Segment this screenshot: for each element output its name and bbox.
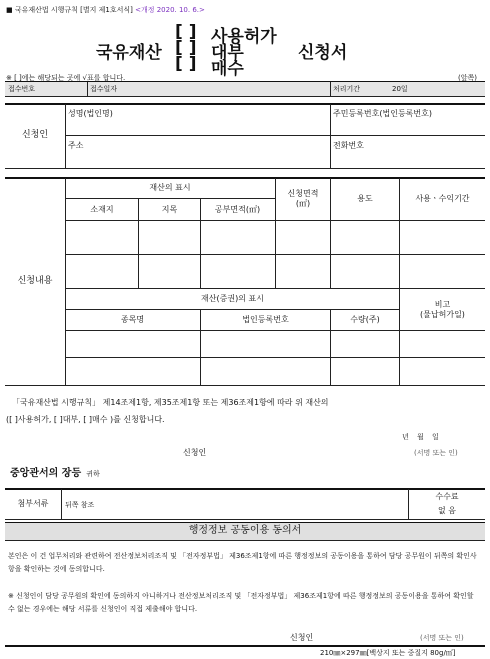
- consent-paragraph-2: ※ 신청인이 담당 공무원의 확인에 동의하지 아니하거나 전산정보처리조직 및 「전자정부법」 제36조제1항에 따른 행정정보의 공동이용을 통하여 확인할 수 없는 경우에는 해당 서류를 신청인이 직접 제출해야 합니다.: [8, 592, 474, 613]
- fee-value: 없 음: [438, 505, 456, 515]
- receipt-date-label: 접수일자: [90, 85, 118, 93]
- check-note: ※ [ ]에는 해당되는 곳에 √표를 합니다.: [6, 74, 126, 82]
- attachment-value: 뒤쪽 참조: [65, 501, 95, 509]
- col-period: 사용ㆍ수익기간: [415, 194, 470, 203]
- applicant-phone-label: 전화번호: [333, 141, 364, 150]
- securities-row-1[interactable]: [66, 331, 485, 357]
- property-row-1[interactable]: [66, 221, 485, 253]
- addressee-suffix: 귀하: [86, 470, 100, 478]
- checkbox-lease[interactable]: [ ]: [175, 38, 197, 58]
- securities-row-2[interactable]: [66, 358, 485, 384]
- declaration-date[interactable]: 년 월 일: [402, 433, 439, 441]
- col-remark: 비고 (물납허가일): [420, 299, 465, 319]
- title-suffix: 신청서: [298, 43, 348, 63]
- applicant-address-label: 주소: [68, 141, 84, 150]
- securities-header: 재산(증권)의 표시: [201, 294, 264, 303]
- consent-applicant-label: 신청인: [290, 633, 314, 642]
- col-stock-name: 종목명: [120, 315, 145, 324]
- col-official-area: 공부면적(㎡): [214, 204, 261, 214]
- applicant-id-label: 주민등록번호(법인등록번호): [333, 109, 432, 118]
- processing-period-value: 20일: [392, 85, 408, 93]
- property-row-2[interactable]: [66, 255, 485, 287]
- title-option-lease: 대부: [211, 43, 244, 63]
- col-corp-no: 법인등록번호: [242, 315, 289, 324]
- property-header: 재산의 표시: [149, 183, 191, 192]
- col-location: 소재지: [90, 204, 114, 214]
- declaration-line-1: 「국유재산법 시행규칙」 제14조제1항, 제35조제1항 또는 제36조제1항에 따라 위 재산의: [12, 398, 329, 407]
- declaration-applicant-label: 신청인: [183, 448, 207, 457]
- addressee-name: 중앙관서의 장등: [10, 468, 82, 479]
- consent-title: 행정정보 공동이용 동의서: [188, 525, 302, 537]
- col-request-area: 신청면적 (㎡): [287, 189, 319, 208]
- processing-period-label: 처리기간: [333, 85, 361, 93]
- applicant-name-field[interactable]: [68, 120, 328, 134]
- declaration-signature[interactable]: (서명 또는 인): [414, 449, 458, 457]
- applicant-section-label: 신청인: [21, 130, 49, 141]
- consent-signature[interactable]: (서명 또는 인): [420, 634, 464, 642]
- fee-label: 수수료: [435, 491, 459, 501]
- applicant-name-label: 성명(법인명): [68, 109, 113, 118]
- receipt-no-label: 접수번호: [8, 85, 36, 93]
- title-option-purchase: 매수: [211, 59, 244, 79]
- col-quantity: 수량(주): [350, 315, 380, 324]
- page-indicator: (앞쪽): [458, 74, 477, 82]
- checkbox-use-permit[interactable]: [ ]: [175, 22, 197, 42]
- applicant-id-field[interactable]: [333, 120, 483, 134]
- title-option-use-permit: 사용허가: [211, 27, 277, 47]
- form-law-reference: ■ 국유재산법 시행규칙 [별지 제1호서식] <개정 2020. 10. 6.>: [6, 6, 205, 14]
- addressee: [10, 461, 100, 480]
- revision-date: <개정 2020. 10. 6.>: [135, 6, 205, 14]
- col-category: 지목: [161, 204, 178, 214]
- col-purpose: 용도: [357, 194, 373, 203]
- consent-paragraph-1: 본인은 이 건 업무처리와 관련하여 전산정보처리조직 및 「전자정부법」 제36조제1항에 따른 행정정보의 공동이용을 통하여 담당 공무원이 뒤쪽의 확인사항을 확인하는 것에 동의합니다.: [8, 552, 477, 573]
- content-section-label: 신청내용: [17, 275, 53, 286]
- applicant-phone-field[interactable]: [333, 152, 483, 166]
- title-prefix: 국유재산: [96, 43, 162, 63]
- paper-spec: 210㎜×297㎜[백상지 또는 중질지 80g/㎡]: [320, 649, 456, 657]
- checkbox-purchase[interactable]: [ ]: [175, 54, 197, 74]
- declaration-line-2: ([ ]사용허가, [ ]대부, [ ]매수 )를 신청합니다.: [6, 415, 165, 424]
- applicant-address-field[interactable]: [68, 152, 328, 166]
- attachment-label: 첨부서류: [17, 499, 49, 508]
